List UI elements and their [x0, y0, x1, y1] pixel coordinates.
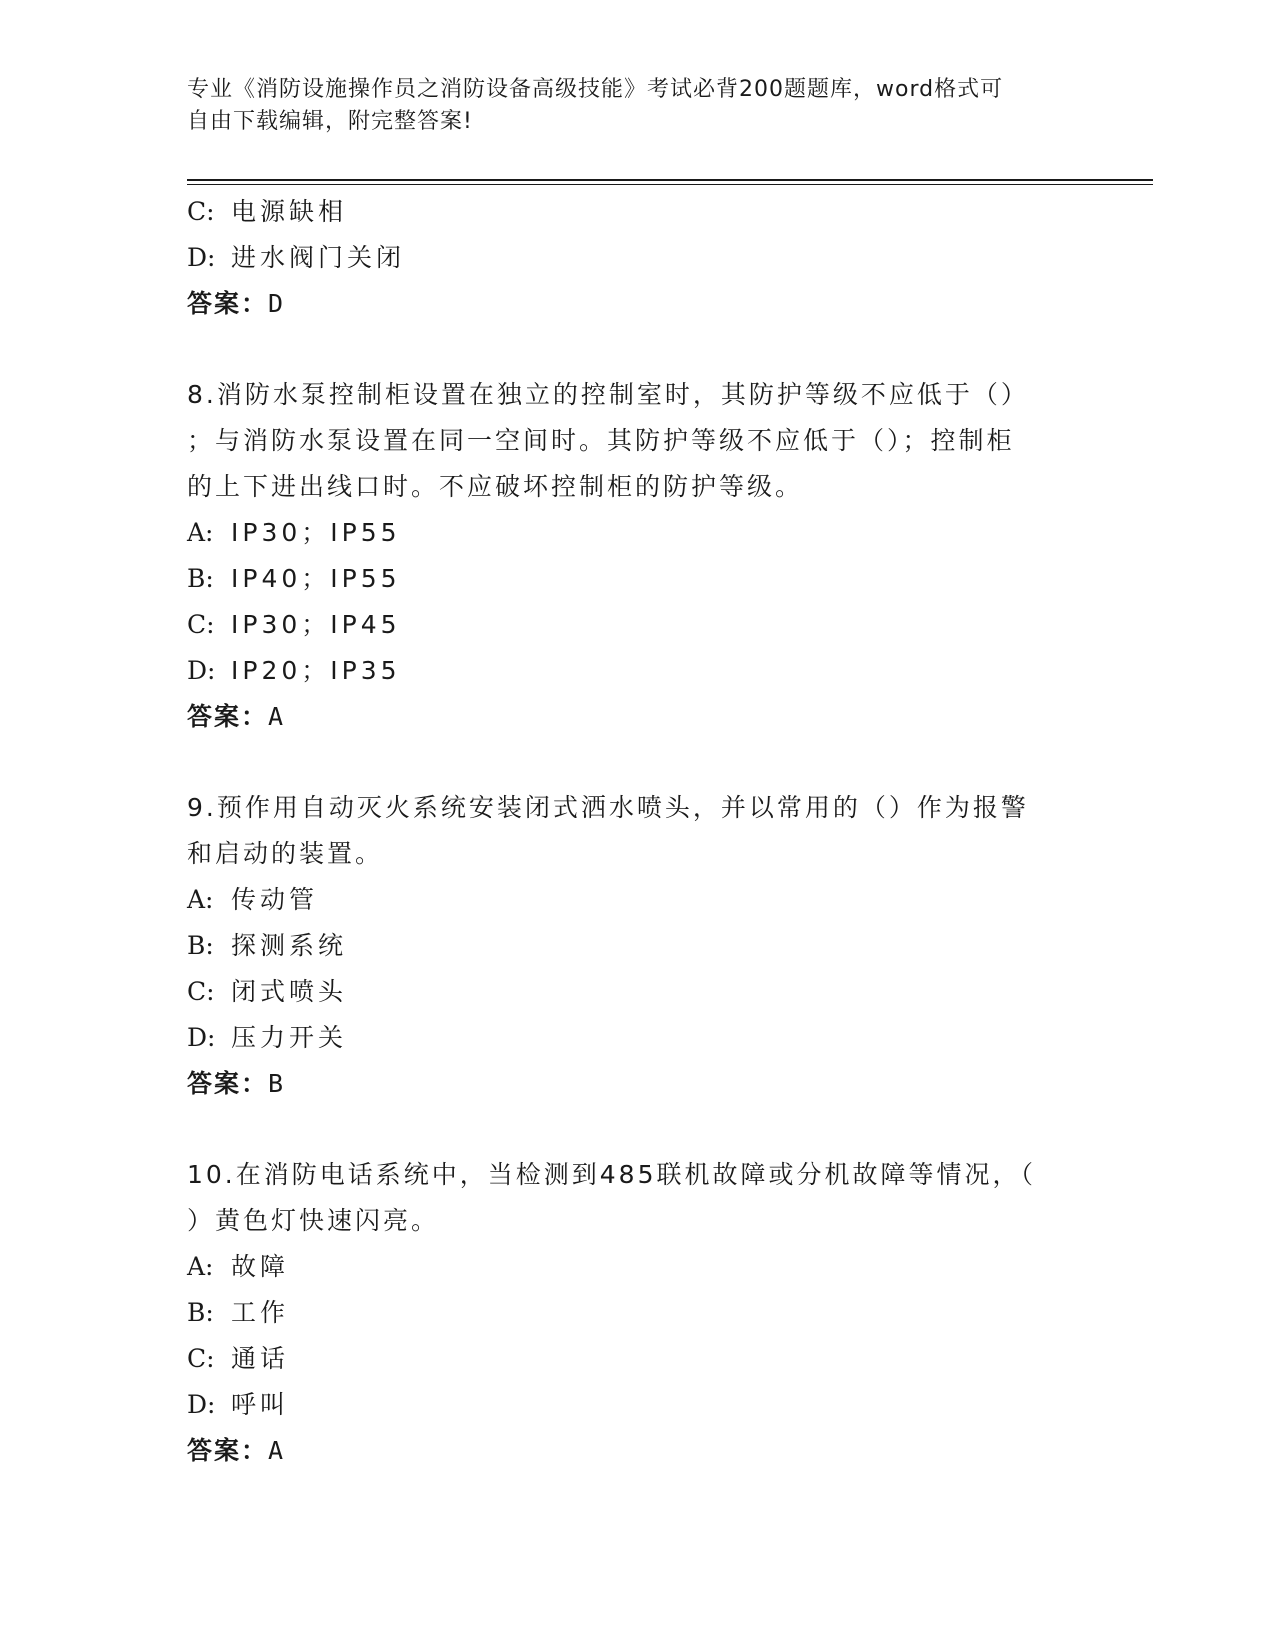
answer-line: [187, 281, 1067, 327]
option-text: 通话: [231, 1344, 290, 1373]
option-key: D:: [187, 1023, 216, 1052]
question-content: [187, 189, 1067, 1474]
option-key: A:: [187, 518, 214, 547]
answer-line: [187, 694, 1067, 740]
option-text: 闭式喷头: [231, 977, 348, 1006]
option-key: B:: [187, 931, 214, 960]
answer-label: 答案：: [187, 1069, 269, 1098]
option-b: [187, 556, 1067, 602]
option-text: 故障: [231, 1252, 290, 1281]
option-text: 探测系统: [231, 931, 348, 960]
option-text: 压力开关: [231, 1023, 348, 1052]
option-text: 进水阀门关闭: [231, 243, 406, 272]
option-key: C:: [187, 197, 215, 226]
question-text-line: ；与消防水泵设置在同一空间时。其防护等级不应低于（）；控制柜: [187, 426, 1015, 455]
option-c: [187, 189, 1067, 235]
question-text-line: 8.消防水泵控制柜设置在独立的控制室时，其防护等级不应低于（）: [187, 380, 1029, 409]
answer-label: 答案：: [187, 1436, 269, 1465]
option-key: D:: [187, 656, 216, 685]
option-key: C:: [187, 1344, 215, 1373]
answer-value: A: [268, 702, 286, 731]
question-spacer: [187, 327, 1067, 372]
option-key: A:: [187, 1252, 214, 1281]
option-d: [187, 235, 1067, 281]
question-10: [187, 1152, 1067, 1474]
option-c: [187, 1336, 1067, 1382]
question-spacer: [187, 740, 1067, 785]
option-c: [187, 602, 1067, 648]
question-text-line: 和启动的装置。: [187, 839, 384, 868]
question-text-line: 9.预作用自动灭火系统安装闭式洒水喷头，并以常用的（）作为报警: [187, 793, 1029, 822]
option-d: [187, 1382, 1067, 1428]
page-header: [187, 74, 1077, 138]
question-text-line: 的上下进出线口时。不应破坏控制柜的防护等级。: [187, 472, 804, 501]
question-text-line: ）黄色灯快速闪亮。: [187, 1206, 440, 1235]
answer-label: 答案：: [187, 702, 269, 731]
option-key: D:: [187, 1390, 216, 1419]
header-divider-thin: [187, 184, 1153, 185]
option-b: [187, 923, 1067, 969]
option-d: [187, 1015, 1067, 1061]
option-key: B:: [187, 1298, 214, 1327]
question-7-fragment: [187, 189, 1067, 327]
header-line-2: 自由下载编辑，附完整答案!: [187, 109, 473, 134]
answer-value: B: [268, 1069, 286, 1098]
option-text: IP20；IP35: [231, 656, 401, 685]
answer-line: [187, 1428, 1067, 1474]
option-a: [187, 1244, 1067, 1290]
question-text-line: 10.在消防电话系统中，当检测到485联机故障或分机故障等情况，（: [187, 1160, 1036, 1189]
option-key: C:: [187, 610, 215, 639]
option-text: 传动管: [231, 885, 319, 914]
header-line-1: 专业《消防设施操作员之消防设备高级技能》考试必背200题题库，word格式可: [187, 77, 1004, 102]
option-text: 工作: [231, 1298, 290, 1327]
option-a: [187, 510, 1067, 556]
option-text: IP40；IP55: [231, 564, 401, 593]
option-a: [187, 877, 1067, 923]
option-key: D:: [187, 243, 216, 272]
option-key: B:: [187, 564, 214, 593]
answer-value: D: [268, 289, 286, 318]
answer-line: [187, 1061, 1067, 1107]
option-d: [187, 648, 1067, 694]
option-text: IP30；IP45: [231, 610, 401, 639]
question-9: [187, 785, 1067, 1107]
option-b: [187, 1290, 1067, 1336]
question-8: [187, 372, 1067, 740]
option-key: A:: [187, 885, 214, 914]
option-text: 电源缺相: [231, 197, 348, 226]
option-text: 呼叫: [231, 1390, 290, 1419]
option-text: IP30；IP55: [231, 518, 401, 547]
option-key: C:: [187, 977, 215, 1006]
answer-label: 答案：: [187, 289, 269, 318]
answer-value: A: [268, 1436, 286, 1465]
header-divider-thick: [187, 179, 1153, 181]
option-c: [187, 969, 1067, 1015]
question-spacer: [187, 1107, 1067, 1152]
